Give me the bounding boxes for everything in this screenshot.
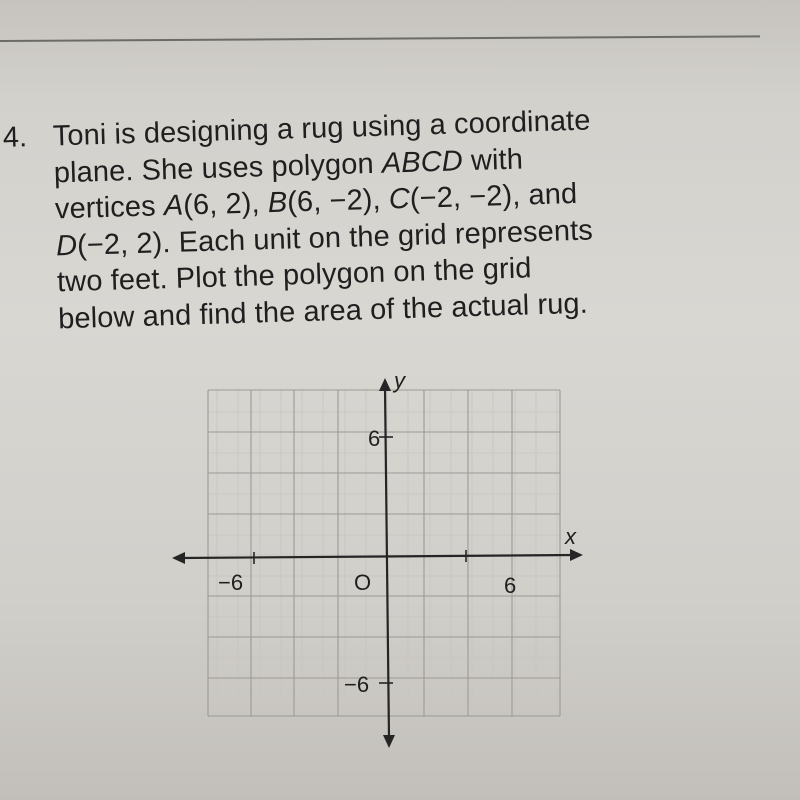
problem-line-6: below and find the area of the actual rug.: [57, 287, 589, 335]
origin-label: O: [354, 570, 372, 595]
y-tick-label-positive: 6: [368, 426, 381, 451]
x-tick-label-positive: 6: [504, 573, 517, 598]
problem-line-4: D(−2, 2). Each unit on the grid represents: [55, 213, 594, 262]
grid-lines: [208, 390, 560, 716]
problem-line-1: Toni is designing a rug using a coordinate: [52, 104, 591, 153]
problem-text: [52, 97, 788, 338]
x-axis: [172, 549, 583, 564]
x-tick-label-negative: −6: [218, 570, 244, 595]
coordinate-grid[interactable]: [150, 370, 610, 770]
problem-line-2: plane. She uses polygon ABCD with: [53, 143, 524, 189]
y-tick-label-negative: −6: [344, 672, 370, 697]
y-axis-label: y: [394, 370, 405, 393]
problem-line-5: two feet. Plot the polygon on the grid: [56, 252, 532, 299]
question-number: 4.: [2, 121, 28, 154]
x-axis-label: x: [565, 524, 576, 549]
problem-line-3: vertices A(6, 2), B(6, −2), C(−2, −2), and: [54, 177, 578, 226]
axis-ticks: [254, 437, 466, 683]
top-rule: [0, 35, 760, 42]
polygon-name: ABCD: [381, 144, 464, 180]
problem-block: [0, 87, 798, 380]
